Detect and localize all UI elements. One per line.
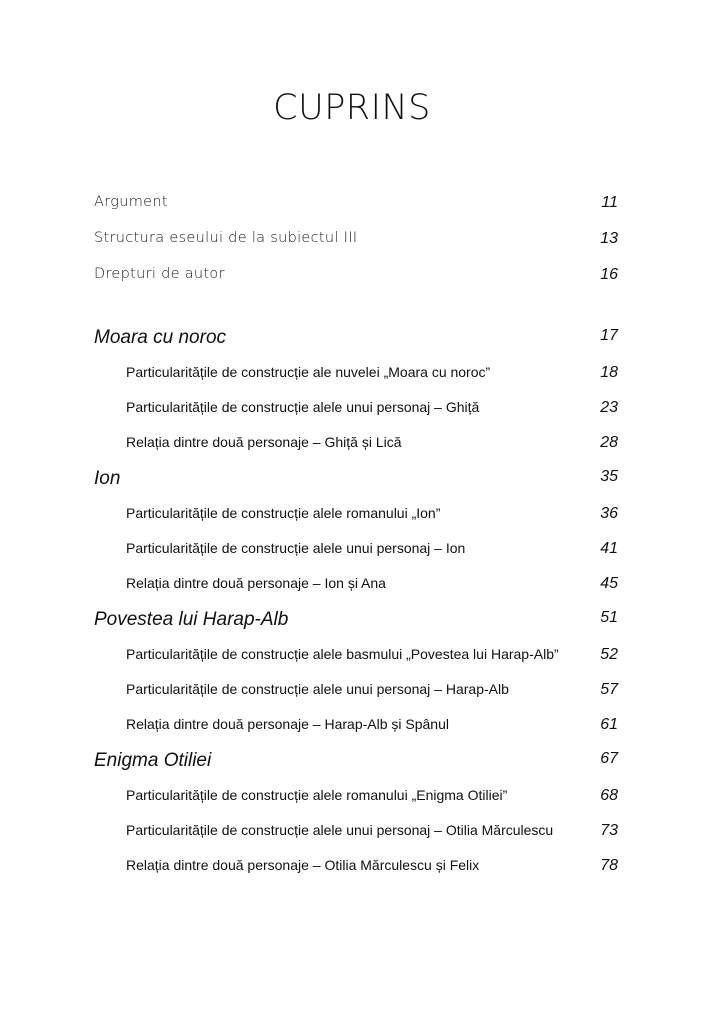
- toc-subentry-label: Particularitățile de construcție alele basmului „Povestea lui Harap-Alb”: [126, 646, 559, 662]
- toc-subentry[interactable]: [0, 787, 704, 811]
- toc-subentry-page: 23: [600, 399, 618, 416]
- toc-subentry-label: Particularitățile de construcție alele unui personaj – Ion: [126, 540, 466, 556]
- toc-chapter-page: 35: [600, 468, 618, 485]
- toc-subentry-label: Relația dintre două personaje – Otilia Mărculescu și Felix: [126, 857, 480, 873]
- toc-subentry[interactable]: [0, 364, 704, 388]
- toc-subentry-label: Particularitățile de construcție ale nuvelei „Moara cu noroc”: [126, 364, 491, 380]
- toc-subentry-label: Particularitățile de construcție alele romanului „Ion”: [126, 505, 441, 521]
- toc-subentry-label: Relația dintre două personaje – Harap-Alb și Spânul: [126, 716, 449, 732]
- toc-chapter-page: 51: [600, 609, 618, 626]
- toc-subentry-page: 68: [600, 787, 618, 804]
- toc-chapter-label: Enigma Otiliei: [94, 750, 212, 771]
- toc-subentry[interactable]: [0, 681, 704, 705]
- toc-subentry-label: Particularitățile de construcție alele unui personaj – Otilia Mărculescu: [126, 822, 554, 838]
- page-title: CUPRINS: [273, 88, 431, 128]
- toc-subentry-page: 28: [600, 434, 618, 451]
- toc-entry-drepturi-de-autor[interactable]: [0, 266, 704, 290]
- toc-subentry-label: Particularitățile de construcție alele unui personaj – Harap-Alb: [126, 681, 509, 697]
- toc-entry-structura-eseului[interactable]: [0, 230, 704, 254]
- toc-chapter-moara-cu-noroc[interactable]: [0, 327, 704, 351]
- toc-chapter-label: Ion: [94, 468, 121, 489]
- toc-subentry[interactable]: [0, 399, 704, 423]
- toc-subentry[interactable]: [0, 716, 704, 740]
- toc-chapter-page: 17: [600, 327, 618, 344]
- toc-subentry-page: 73: [600, 822, 618, 839]
- toc-subentry-page: 52: [600, 646, 618, 663]
- toc-subentry[interactable]: [0, 822, 704, 846]
- toc-subentry-page: 57: [600, 681, 618, 698]
- toc-entry-page: 16: [600, 266, 618, 283]
- toc-subentry[interactable]: [0, 646, 704, 670]
- toc-subentry-label: Relația dintre două personaje – Ion și Ana: [126, 575, 386, 591]
- toc-subentry-page: 36: [600, 505, 618, 522]
- toc-entry-page: 13: [600, 230, 618, 247]
- toc-entry-label: Argument: [94, 194, 168, 210]
- toc-chapter-ion[interactable]: [0, 468, 704, 492]
- toc-entry-argument[interactable]: [0, 194, 704, 218]
- toc-subentry-page: 45: [600, 575, 618, 592]
- toc-subentry[interactable]: [0, 540, 704, 564]
- toc-subentry[interactable]: [0, 434, 704, 458]
- toc-subentry[interactable]: [0, 575, 704, 599]
- toc-subentry-page: 78: [600, 857, 618, 874]
- toc-subentry-page: 18: [600, 364, 618, 381]
- toc-chapter-enigma-otiliei[interactable]: [0, 750, 704, 774]
- toc-subentry[interactable]: [0, 505, 704, 529]
- toc-subentry-label: Particularitățile de construcție alele romanului „Enigma Otiliei”: [126, 787, 508, 803]
- toc-chapter-label: Povestea lui Harap-Alb: [94, 609, 289, 630]
- toc-entry-label: Drepturi de autor: [94, 266, 225, 282]
- toc-subentry-label: Particularitățile de construcție alele unui personaj – Ghiță: [126, 399, 480, 415]
- toc-chapter-label: Moara cu noroc: [94, 327, 227, 348]
- toc-chapter-povestea-lui-harap-alb[interactable]: [0, 609, 704, 633]
- toc-subentry[interactable]: [0, 857, 704, 881]
- toc-subentry-page: 61: [600, 716, 618, 733]
- toc-subentry-label: Relația dintre două personaje – Ghiță și Lică: [126, 434, 402, 450]
- toc-entry-page: 11: [601, 194, 618, 211]
- toc-subentry-page: 41: [600, 540, 618, 557]
- toc-entry-label: Structura eseului de la subiectul III: [94, 230, 358, 246]
- toc-chapter-page: 67: [600, 750, 618, 767]
